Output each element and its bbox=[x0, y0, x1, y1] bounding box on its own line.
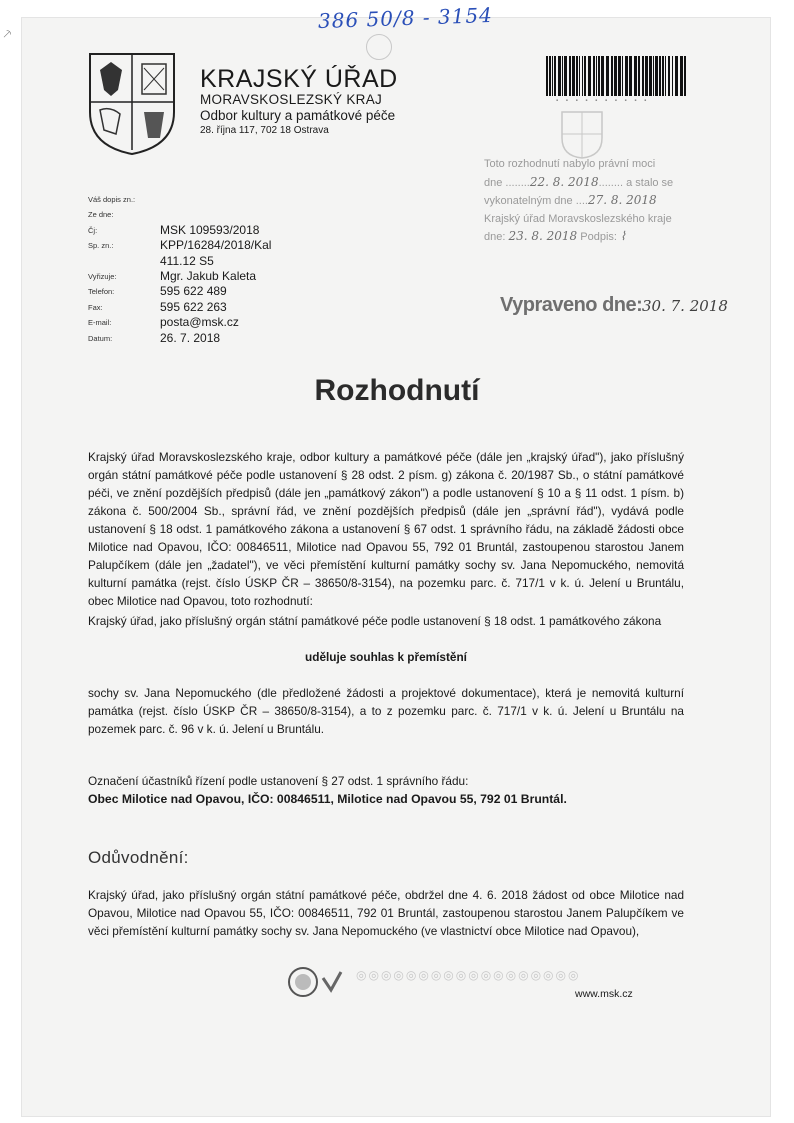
meta-row bbox=[88, 238, 271, 253]
meta-label: Ze dne: bbox=[88, 210, 114, 220]
barcode-bar bbox=[668, 56, 670, 96]
meta-row bbox=[88, 331, 271, 346]
barcode-bar bbox=[549, 56, 551, 96]
stamp-line: vykonatelným dne ....27. 8. 2018 bbox=[484, 193, 657, 207]
barcode-bar bbox=[546, 56, 548, 96]
meta-row bbox=[88, 315, 271, 330]
handwritten-reference: 386 50/8 - 3154 bbox=[317, 2, 494, 34]
barcode-bar bbox=[564, 56, 567, 96]
coat-of-arms-icon bbox=[86, 50, 178, 156]
barcode-bar bbox=[672, 56, 673, 96]
issuer-block bbox=[200, 66, 398, 138]
barcode-bar bbox=[622, 56, 623, 96]
meta-row bbox=[88, 284, 271, 299]
meta-value: 26. 7. 2018 bbox=[160, 330, 221, 345]
meta-label: E-mail: bbox=[88, 318, 112, 328]
meta-label: Vyřizuje: bbox=[88, 272, 117, 282]
barcode-bar bbox=[582, 56, 583, 96]
meta-value: 595 622 489 bbox=[160, 284, 227, 299]
barcode-bar bbox=[655, 56, 658, 96]
meta-label: Sp. zn.: bbox=[88, 241, 114, 251]
meta-row bbox=[88, 269, 271, 284]
authority-paragraph: Krajský úřad, jako příslušný orgán státní památkové péče podle ustanovení § 18 odst. 1 památkového zákona bbox=[88, 614, 662, 628]
barcode-bar bbox=[554, 56, 556, 96]
faint-crest-icon bbox=[560, 110, 604, 160]
meta-row bbox=[88, 192, 271, 207]
barcode-bar bbox=[601, 56, 604, 96]
barcode-bar bbox=[611, 56, 613, 96]
meta-label: Datum: bbox=[88, 333, 113, 343]
barcode bbox=[546, 56, 688, 96]
reference-metadata bbox=[88, 192, 271, 346]
barcode-bar bbox=[665, 56, 666, 96]
barcode-bar bbox=[572, 56, 575, 96]
barcode-bar bbox=[598, 56, 600, 96]
participant-entry: Obec Milotice nad Opavou, IČO: 00846511, Milotice nad Opavou 55, 792 01 Bruntál. bbox=[88, 792, 567, 806]
barcode-bar bbox=[593, 56, 595, 96]
barcode-bar bbox=[625, 56, 628, 96]
barcode-bar bbox=[588, 56, 591, 96]
stamp-line: dne: 23. 8. 2018 Podpis: ⌇ bbox=[484, 229, 626, 243]
barcode-bar bbox=[584, 56, 586, 96]
barcode-bar bbox=[649, 56, 652, 96]
faint-circle-stamp bbox=[366, 34, 392, 60]
scan-corner-mark: ⸕ bbox=[2, 25, 13, 41]
barcode-bar bbox=[614, 56, 617, 96]
decision-intro-paragraph: Krajský úřad Moravskoslezského kraje, odbor kultury a památkové péče (dále jen „krajský úřad"), jako příslušný orgán státní památkové péče podle ustanovení § 28 odst. 2 písm. g) zákona č. 20/1987 Sb., o státní památkové péči, ve znění pozdějších předpisů (dále jen „památkový zákon") a podle ustanovení § 10 a § 11 odst. 1 písm. b) zákona č. 500/2004 Sb., správní řád, ve znění pozdějších předpisů (dále jen „správní řád"), vydává podle ustanovení § 18 odst. 1 památkového zákona a ustanovení § 67 odst. 1 správního řádu, na základě žádosti obce Milotice nad Opavou, IČO: 00846511, Milotice nad Opavou 55, 792 01 Bruntál, zastoupenou starostou Janem Palupčíkem (dále jen „žadatel"), ve věci přemístění kulturní památky sochy sv. Jana Nepomuckého, nemovitá kulturní památka (rejst. číslo ÚSKP ČR – 38650/8-3154), na pozemku parc. č. 717/1 v k. ú. Jelení u Bruntálu, obec Milotice nad Opavou, toto rozhodnutí: bbox=[88, 450, 684, 608]
barcode-bar bbox=[606, 56, 609, 96]
org-name: KRAJSKÝ ÚŘAD bbox=[200, 65, 398, 93]
stamp-line: Krajský úřad Moravskoslezského kraje bbox=[484, 212, 672, 225]
barcode-bar bbox=[659, 56, 661, 96]
meta-value: posta@msk.cz bbox=[160, 315, 239, 330]
meta-row bbox=[88, 223, 271, 238]
stamp-line: Toto rozhodnutí nabylo právní moci bbox=[484, 158, 656, 170]
meta-value: 595 622 263 bbox=[160, 299, 227, 314]
meta-value: MSK 109593/2018 bbox=[160, 222, 260, 237]
footer-website: www.msk.cz bbox=[575, 988, 633, 1000]
footer-pattern: ◎◎◎◎◎◎◎◎◎◎◎◎◎◎◎◎◎◎ bbox=[356, 968, 581, 982]
barcode-bar bbox=[645, 56, 648, 96]
barcode-bar bbox=[680, 56, 683, 96]
barcode-bar bbox=[629, 56, 632, 96]
meta-value: Mgr. Jakub Kaleta bbox=[160, 269, 257, 284]
barcode-bar bbox=[638, 56, 640, 96]
dispatch-date-handwritten: 30. 7. 2018 bbox=[642, 297, 728, 315]
org-department: Odbor kultury a památkové péče bbox=[200, 108, 396, 123]
barcode-bar bbox=[596, 56, 597, 96]
barcode-bar bbox=[576, 56, 578, 96]
justification-heading: Odůvodnění: bbox=[88, 848, 189, 867]
barcode-bar bbox=[662, 56, 664, 96]
meta-label: Váš dopis zn.: bbox=[88, 195, 136, 204]
barcode-bar bbox=[552, 56, 553, 96]
justification-paragraph: Krajský úřad, jako příslušný orgán státní památkové péče, obdržel dne 4. 6. 2018 žádost od obce Milotice nad Opavou, Milotice nad Opavou 55, IČO: 00846511, 792 01 Bruntál, zastoupenou starostou Janem Palupčíkem ve věci přemístění kulturní památky sochy sv. Jana Nepomuckého (ve vlastnictví obce Milotice nad Opavou), bbox=[88, 888, 684, 938]
dispatch-stamp: Vypraveno dne: bbox=[500, 294, 643, 316]
document-title: Rozhodnutí bbox=[314, 374, 480, 407]
barcode-bar bbox=[579, 56, 580, 96]
decision-verdict: uděluje souhlas k přemístění bbox=[305, 650, 467, 664]
participants-paragraph bbox=[88, 772, 684, 808]
barcode-bar bbox=[618, 56, 621, 96]
meta-row bbox=[88, 254, 271, 269]
barcode-bar bbox=[634, 56, 637, 96]
meta-value: 411.12 S5 bbox=[160, 253, 214, 268]
barcode-bar bbox=[675, 56, 678, 96]
legal-force-stamp bbox=[484, 156, 684, 247]
barcode-bar bbox=[653, 56, 654, 96]
stamp-line: dne ........22. 8. 2018........ a stalo se bbox=[484, 174, 674, 189]
barcode-bar bbox=[558, 56, 561, 96]
meta-value: KPP/16284/2018/Kal bbox=[160, 238, 272, 253]
org-address: 28. října 117, 702 18 Ostrava bbox=[200, 125, 329, 136]
barcode-number: ▪ ▪ ▪ ▪ ▪ ▪ ▪ ▪ ▪ ▪ bbox=[556, 98, 650, 104]
meta-row bbox=[88, 300, 271, 315]
decision-detail-paragraph: sochy sv. Jana Nepomuckého (dle předložené žádosti a projektové dokumentace), která je nemovitá kulturní památka (rejst. číslo ÚSKP ČR – 38650/8-3154), a to z pozemku parc. č. 717/1 v k. ú. Jelení u Bruntálu na pozemek parc. č. 96 v k. ú. Jelení u Bruntálu. bbox=[88, 686, 684, 736]
barcode-bar bbox=[562, 56, 563, 96]
barcode-bar bbox=[569, 56, 571, 96]
barcode-bar bbox=[684, 56, 686, 96]
meta-label: Fax: bbox=[88, 302, 103, 312]
barcode-bar bbox=[642, 56, 644, 96]
meta-label: Telefon: bbox=[88, 287, 115, 297]
participants-label: Označení účastníků řízení podle ustanovení § 27 odst. 1 správního řádu: bbox=[88, 774, 469, 788]
certification-logo-icon bbox=[287, 964, 347, 1000]
meta-row bbox=[88, 207, 271, 222]
org-region: MORAVSKOSLEZSKÝ KRAJ bbox=[200, 92, 383, 107]
meta-label: Čj: bbox=[88, 225, 98, 235]
